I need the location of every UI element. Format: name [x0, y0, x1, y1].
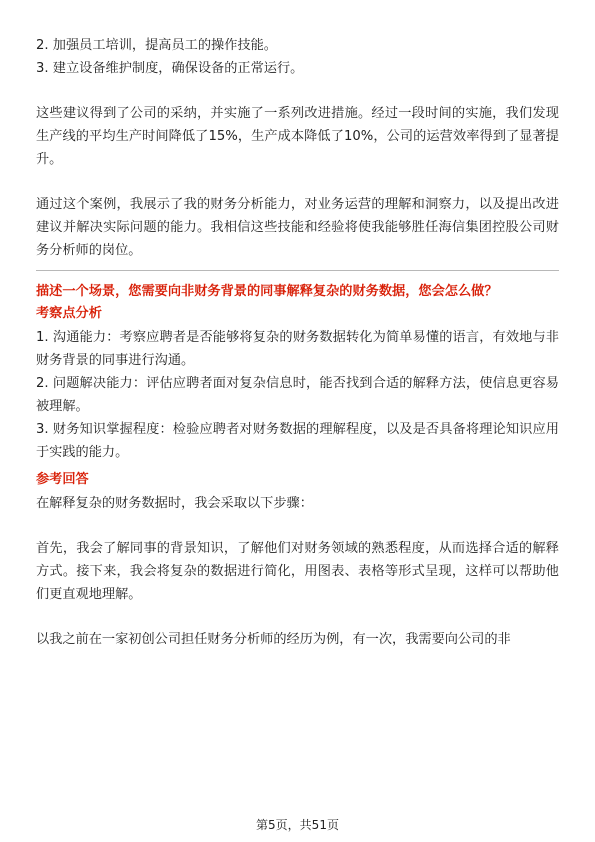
- analysis-item: 1. 沟通能力：考察应聘者是否能够将复杂的财务数据转化为简单易懂的语言，有效地与非财务背景的同事进行沟通。: [36, 330, 559, 368]
- page-number: 第5页，共51页: [256, 818, 339, 832]
- question-title: 描述一个场景，您需要向非财务背景的同事解释复杂的财务数据，您会怎么做？: [36, 284, 498, 299]
- answer-intro: 在解释复杂的财务数据时，我会采取以下步骤：: [36, 496, 313, 511]
- answer-heading: 参考回答: [36, 472, 89, 487]
- results-paragraph: 这些建议得到了公司的采纳，并实施了一系列改进措施。经过一段时间的实施，我们发现生产线的平均生产时间降低了15%，生产成本降低了10%，公司的运营效率得到了显著提升。: [36, 106, 559, 167]
- answer-paragraph: 首先，我会了解同事的背景知识，了解他们对财务领域的熟悉程度，从而选择合适的解释方式。接下来，我会将复杂的数据进行简化，用图表、表格等形式呈现，这样可以帮助他们更直观地理解。: [36, 541, 559, 602]
- analysis-item: 2. 问题解决能力：评估应聘者面对复杂信息时，能否找到合适的解释方法，使信息更容易被理解。: [36, 376, 559, 414]
- analysis-heading: 考察点分析: [36, 306, 102, 321]
- document-page: [36, 34, 559, 651]
- section-divider: [36, 270, 559, 271]
- conclusion-paragraph: 通过这个案例，我展示了我的财务分析能力，对业务运营的理解和洞察力，以及提出改进建议并解决实际问题的能力。我相信这些技能和经验将使我能够胜任海信集团控股公司财务分析师的岗位。: [36, 197, 559, 258]
- list-item: 2. 加强员工培训，提高员工的操作技能。: [36, 38, 277, 53]
- list-item: 3. 建立设备维护制度，确保设备的正常运行。: [36, 61, 304, 76]
- answer-paragraph: 以我之前在一家初创公司担任财务分析师的经历为例，有一次，我需要向公司的非: [36, 632, 511, 647]
- analysis-item: 3. 财务知识掌握程度：检验应聘者对财务数据的理解程度，以及是否具备将理论知识应用于实践的能力。: [36, 422, 559, 460]
